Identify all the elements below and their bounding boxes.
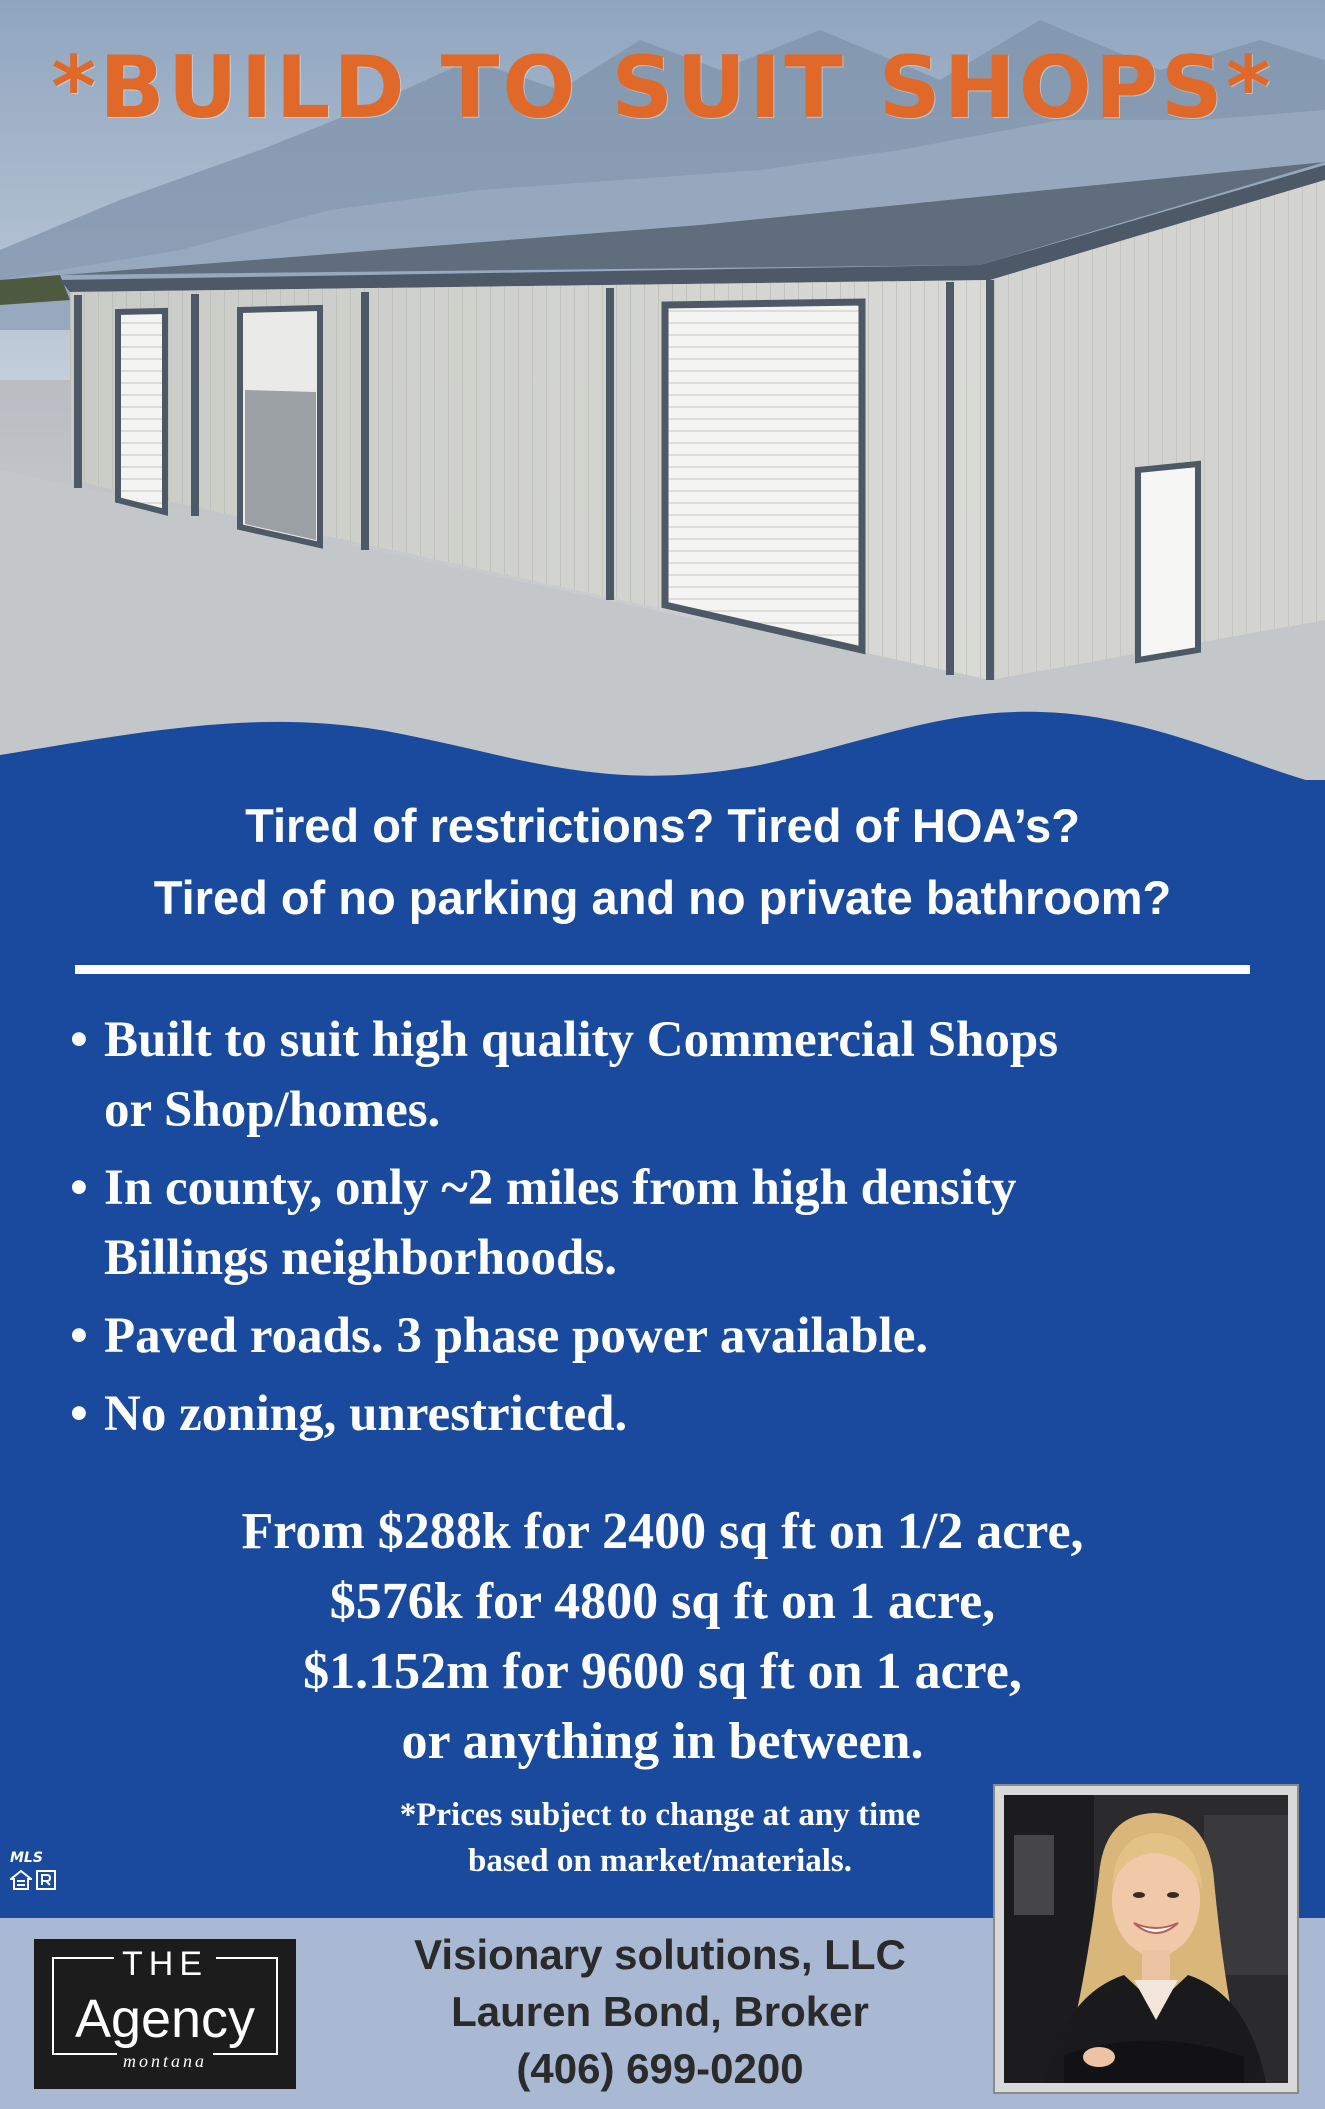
company-name: Visionary solutions, LLC [414, 1931, 906, 1978]
logo-the: THE [114, 1945, 216, 1983]
price-disclaimer [330, 1792, 990, 1884]
broker-portrait-image [1004, 1795, 1288, 2083]
list-item-line: No zoning, unrestricted. [104, 1386, 628, 1442]
list-item-line: Paved roads. 3 phase power available. [104, 1308, 929, 1364]
list-item [70, 1153, 1270, 1293]
question-block [0, 790, 1325, 934]
list-item-line: Built to suit high quality Commercial Shops [104, 1012, 1059, 1068]
realtor-icon [36, 1870, 56, 1890]
broker-name: Lauren Bond, Broker [451, 1988, 869, 2035]
broker-photo [995, 1786, 1297, 2092]
contact-block [330, 1926, 990, 2097]
headline: *BUILD TO SUIT SHOPS* [51, 38, 1274, 138]
price-line: $576k for 4800 sq ft on 1 acre, [329, 1573, 996, 1630]
mls-label: MLS [10, 1850, 43, 1866]
disclaimer-line: based on market/materials. [467, 1843, 853, 1879]
divider [75, 965, 1250, 974]
logo-region: montana [117, 2051, 213, 2071]
question-line-1: Tired of restrictions? Tired of HOA’s? [245, 799, 1080, 852]
list-item [70, 1379, 1270, 1449]
list-item-line: In county, only ~2 miles from high density [104, 1160, 1017, 1216]
equal-housing-icon [10, 1870, 32, 1890]
list-item [70, 1005, 1270, 1145]
bullet-icon: • [70, 1386, 88, 1442]
feature-list [70, 1005, 1270, 1457]
list-item [70, 1301, 1270, 1371]
price-line: or anything in between. [401, 1713, 924, 1770]
list-item-line: or Shop/homes. [104, 1082, 441, 1138]
disclaimer-line: *Prices subject to change at any time [399, 1797, 921, 1833]
agency-logo [34, 1939, 296, 2089]
price-line: From $288k for 2400 sq ft on 1/2 acre, [241, 1503, 1084, 1560]
logo-agency: Agency [74, 1989, 256, 2049]
mls-logo [10, 1850, 70, 1890]
bullet-icon: • [70, 1160, 88, 1216]
bullet-icon: • [70, 1308, 88, 1364]
phone-number: (406) 699-0200 [516, 2045, 804, 2092]
pricing-block [0, 1497, 1325, 1777]
question-line-2: Tired of no parking and no private bathroom? [153, 871, 1172, 924]
list-item-line: Billings neighborhoods. [104, 1230, 618, 1286]
price-line: $1.152m for 9600 sq ft on 1 acre, [303, 1643, 1022, 1700]
bullet-icon: • [70, 1012, 88, 1068]
